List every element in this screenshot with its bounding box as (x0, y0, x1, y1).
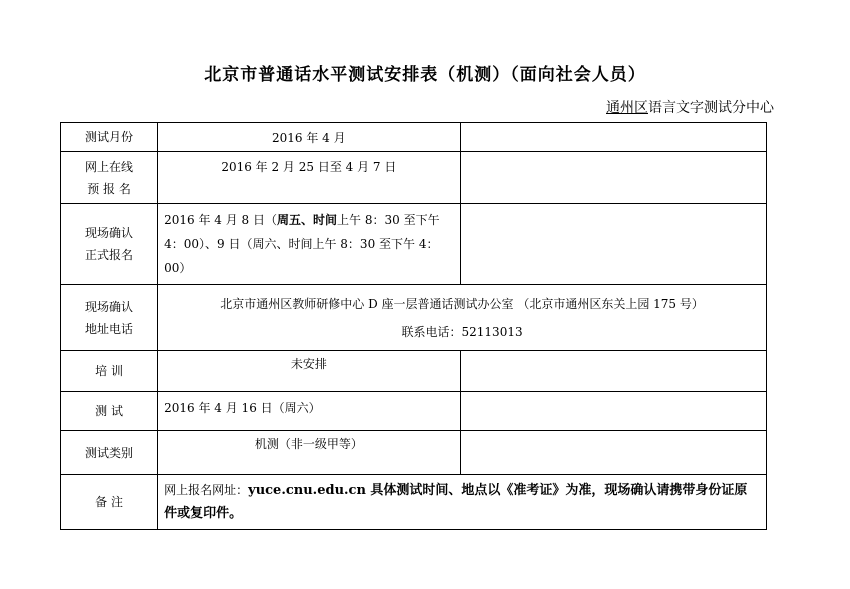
row-test (61, 392, 767, 431)
row-online (61, 152, 767, 204)
empty-cell (460, 152, 766, 204)
label-line: 现场确认 (85, 299, 134, 314)
remark-prefix: 网上报名网址： (164, 483, 249, 497)
empty-cell (460, 431, 766, 475)
row-remark (61, 475, 767, 530)
row-address (61, 285, 767, 351)
org-center: 语言文字测试分中心 (648, 100, 774, 116)
label-month: 测试月份 (61, 123, 158, 152)
label-confirm (61, 204, 158, 285)
confirm-bold: 周五、时间 (277, 213, 338, 227)
value-address (158, 285, 767, 351)
label-test: 测 试 (61, 392, 158, 431)
org-district: 通州区 (606, 100, 648, 116)
page-title: 北京市普通话水平测试安排表（机测）（面向社会人员） (204, 65, 646, 85)
empty-cell (460, 123, 766, 152)
value-month: 2016 年 4 月 (158, 123, 460, 152)
confirm-text: 上午 8：30 至下午 4：00）、9 日（周六、时间上午 8：30 至下午 4：00） (164, 213, 440, 275)
remark-bold-text: yuce.cnu.edu.cn 具体测试时间、地点以《准考证》为准，现场确认请携带身份证原件或复印件。 (164, 483, 748, 521)
value-test: 2016 年 4 月 16 日（周六） (158, 392, 460, 431)
row-training (61, 351, 767, 392)
value-confirm (158, 204, 460, 285)
empty-cell (460, 204, 766, 285)
label-training: 培 训 (61, 351, 158, 392)
label-line: 网上在线 (85, 159, 134, 174)
organization-name (606, 97, 774, 117)
row-type (61, 431, 767, 475)
value-remark (158, 475, 767, 530)
row-month (61, 123, 767, 152)
value-type: 机测（非一级甲等） (158, 431, 460, 475)
phone-line: 联系电话：52113013 (401, 324, 523, 339)
row-confirm (61, 204, 767, 285)
label-line: 地址电话 (85, 321, 134, 336)
schedule-table (60, 122, 767, 530)
label-line: 正式报名 (85, 248, 134, 262)
label-line: 预 报 名 (87, 181, 131, 196)
label-online (61, 152, 158, 204)
value-training: 未安排 (158, 351, 460, 392)
address-line: 北京市通州区教师研修中心 D 座一层普通话测试办公室 （北京市通州区东关上园 175 号） (220, 296, 704, 311)
value-online: 2016 年 2 月 25 日至 4 月 7 日 (158, 152, 460, 204)
label-type: 测试类别 (61, 431, 158, 475)
empty-cell (460, 351, 766, 392)
confirm-text: 2016 年 4 月 8 日（ (164, 213, 278, 227)
empty-cell (460, 392, 766, 431)
label-line: 现场确认 (85, 226, 134, 240)
label-address (61, 285, 158, 351)
label-remark: 备 注 (61, 475, 158, 530)
